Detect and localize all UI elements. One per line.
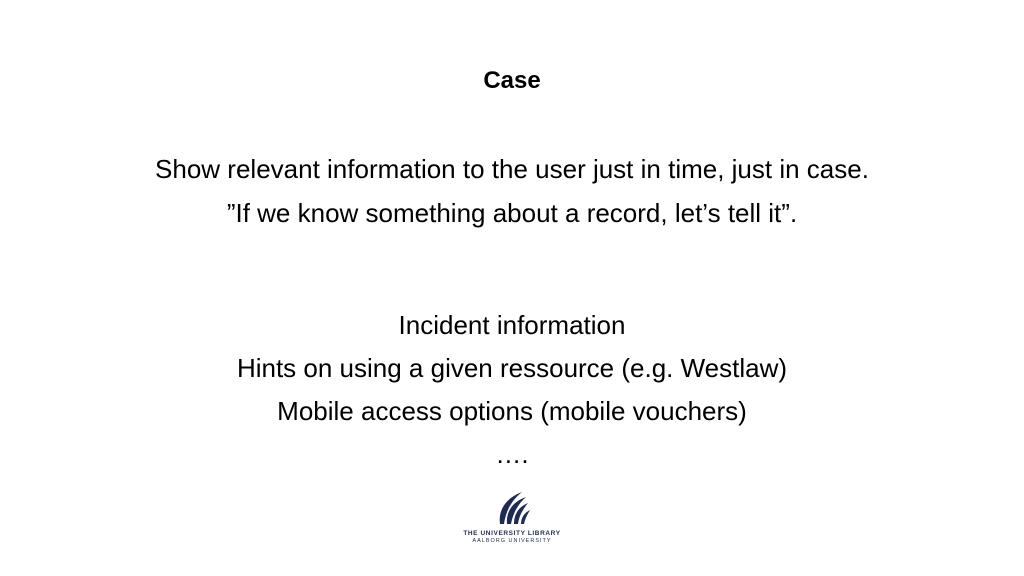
list-item: Hints on using a given ressource (e.g. Westlaw) bbox=[236, 353, 788, 383]
university-library-logo bbox=[462, 490, 562, 552]
slide-title: Case bbox=[483, 67, 541, 94]
intro-text bbox=[0, 147, 1024, 235]
item-list bbox=[0, 304, 1024, 476]
list-item: Mobile access options (mobile vouchers) bbox=[277, 396, 747, 426]
intro-line: ”If we know something about a record, let’s tell it”. bbox=[226, 198, 798, 228]
intro-line: Show relevant information to the user just in time, just in case. bbox=[155, 154, 869, 184]
list-item: …. bbox=[495, 439, 529, 469]
logo-line-2: AALBORG UNIVERSITY bbox=[472, 538, 552, 544]
list-item: Incident information bbox=[398, 310, 626, 340]
university-library-emblem-icon bbox=[492, 490, 532, 526]
logo-line-1: THE UNIVERSITY LIBRARY bbox=[463, 530, 561, 537]
